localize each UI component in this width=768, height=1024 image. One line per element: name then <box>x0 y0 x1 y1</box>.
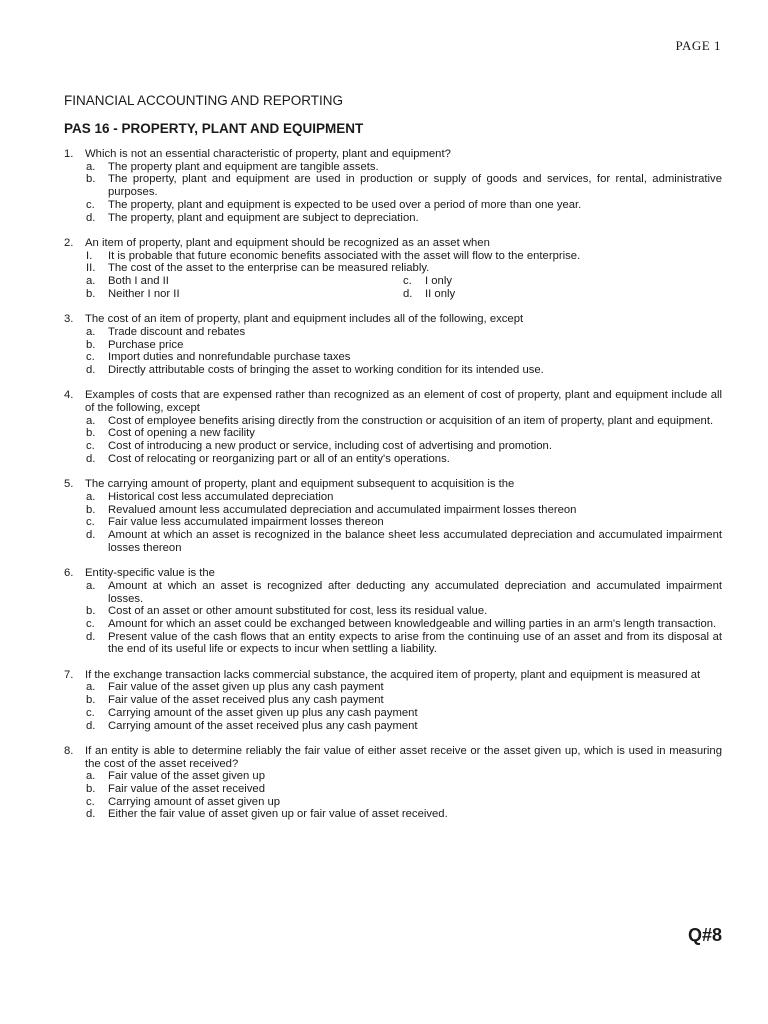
question-item <box>64 389 722 465</box>
question-item <box>64 669 722 733</box>
question-stem: If an entity is able to determine reliably the fair value of either asset receive or the asset given up, which is used in measuring the cost of the asset received? <box>85 744 722 770</box>
answer-option-letter: a. <box>86 160 96 173</box>
answer-option-letter: d. <box>86 452 96 465</box>
answer-option <box>85 440 722 453</box>
answer-option-letter: d. <box>86 808 96 821</box>
answer-option-letter: a. <box>86 579 96 592</box>
answer-option <box>85 504 722 517</box>
statement-text: It is probable that future economic benefits associated with the asset will flow to the enterprise. <box>108 249 581 262</box>
answer-option-text: Cost of employee benefits arising directly from the construction or acquisition of an item of property, plant and equipment. <box>108 414 714 427</box>
answer-option-letter: d. <box>86 719 96 732</box>
answer-option-text: The property, plant and equipment is expected to be used over a period of more than one year. <box>108 198 582 211</box>
answer-option-letter: d. <box>86 630 96 643</box>
answer-option <box>85 618 722 631</box>
answer-option <box>85 783 722 796</box>
answer-options <box>85 275 722 300</box>
answer-option-text: Fair value of the asset received <box>108 783 265 796</box>
question-list <box>64 148 722 834</box>
question-stem: Examples of costs that are expensed rather than recognized as an element of cost of property, plant and equipment include all of the following, except <box>85 389 722 415</box>
answer-option-letter: b. <box>86 338 96 351</box>
question-item <box>64 745 722 821</box>
answer-option-letter: a. <box>86 490 96 503</box>
answer-option-text: Fair value of the asset given up plus any cash payment <box>108 681 384 694</box>
statement <box>85 262 722 275</box>
question-number: 1. <box>64 148 74 160</box>
answer-option-letter: d. <box>86 363 96 376</box>
answer-option <box>85 351 722 364</box>
answer-option-text: Fair value of the asset given up <box>108 770 265 783</box>
answer-option-letter: b. <box>86 503 96 516</box>
answer-option-letter: b. <box>86 694 96 707</box>
answer-option-text: Cost of an asset or other amount substituted for cost, less its residual value. <box>108 605 488 618</box>
answer-option-text: Cost of introducing a new product or service, including cost of advertising and promotion. <box>108 440 552 453</box>
question-stem: Entity-specific value is the <box>85 567 215 580</box>
question-item <box>64 567 722 656</box>
answer-option-text: Either the fair value of asset given up or fair value of asset received. <box>108 808 448 821</box>
question-stem: The carrying amount of property, plant and equipment subsequent to acquisition is the <box>85 478 515 491</box>
answer-option-text: Carrying amount of the asset given up plus any cash payment <box>108 706 418 719</box>
answer-option-text: Historical cost less accumulated depreciation <box>108 490 334 503</box>
answer-option-letter: d. <box>86 529 96 542</box>
question-stem: An item of property, plant and equipment should be recognized as an asset when <box>85 236 490 249</box>
statement <box>85 250 722 263</box>
question-item <box>64 237 722 301</box>
answer-option-letter: b. <box>86 427 96 440</box>
question-stem: The cost of an item of property, plant and equipment includes all of the following, except <box>85 313 524 326</box>
answer-option-letter: c. <box>86 795 95 808</box>
answer-option-text: The property, plant and equipment are subject to depreciation. <box>108 211 419 224</box>
question-number: 8. <box>64 744 74 757</box>
question-number: 7. <box>64 668 74 681</box>
answer-option-text: II only <box>425 287 456 300</box>
answer-option-text: Revalued amount less accumulated depreciation and accumulated impairment losses thereon <box>108 503 577 516</box>
answer-option-text: Amount at which an asset is recognized in the balance sheet less accumulated depreciation and accumulated impairment losses thereon <box>108 529 722 554</box>
answer-option-text: Trade discount and rebates <box>108 325 246 338</box>
answer-option <box>85 681 722 694</box>
answer-option-text: Import duties and nonrefundable purchase taxes <box>108 351 351 364</box>
answer-option <box>85 212 722 225</box>
answer-option-letter: c. <box>86 351 95 364</box>
statement-text: The cost of the asset to the enterprise can be measured reliably. <box>108 262 430 275</box>
answer-option <box>402 288 722 301</box>
answer-option-letter: c. <box>86 516 95 529</box>
answer-option-letter: c. <box>86 617 95 630</box>
answer-option <box>85 796 722 809</box>
page-number: PAGE 1 <box>675 38 721 53</box>
answer-option <box>85 339 722 352</box>
answer-option-letter: c. <box>86 706 95 719</box>
question-number: 5. <box>64 478 74 491</box>
answer-option <box>85 516 722 529</box>
question-stem: Which is not an essential characteristic of property, plant and equipment? <box>85 148 451 160</box>
answer-option <box>85 275 402 288</box>
answer-option-text: Amount at which an asset is recognized after deducting any accumulated depreciation and accumulated impairment losses. <box>108 579 722 605</box>
answer-option-text: Carrying amount of the asset received plus any cash payment <box>108 719 418 732</box>
answer-option <box>85 453 722 466</box>
question-number: 2. <box>64 236 74 249</box>
answer-option-text: Amount for which an asset could be exchanged between knowledgeable and willing parties in an arm's length transaction. <box>108 617 717 630</box>
answer-option <box>85 808 722 821</box>
answer-option-letter: c. <box>86 440 95 453</box>
answer-option <box>85 288 402 301</box>
answer-option-text: Fair value less accumulated impairment losses thereon <box>108 516 384 529</box>
answer-option <box>85 580 722 605</box>
answer-option-letter: a. <box>86 770 96 783</box>
question-stem: If the exchange transaction lacks commercial substance, the acquired item of property, plant and equipment is measured at <box>85 668 701 681</box>
answer-option-text: I only <box>425 275 453 288</box>
course-title: FINANCIAL ACCOUNTING AND REPORTING <box>64 93 344 108</box>
answer-option-letter: d. <box>86 211 96 224</box>
answer-option <box>85 529 722 554</box>
answer-option <box>85 770 722 783</box>
answer-option <box>85 161 722 174</box>
answer-option-text: Directly attributable costs of bringing the asset to working condition for its intended use. <box>108 363 544 376</box>
answer-option-text: Neither I nor II <box>108 287 180 300</box>
question-number: 4. <box>64 389 74 402</box>
answer-option <box>85 631 722 656</box>
topic-title: PAS 16 - PROPERTY, PLANT AND EQUIPMENT <box>64 121 364 136</box>
answer-option-text: Both I and II <box>108 275 169 288</box>
question-item <box>64 148 722 224</box>
answer-option <box>85 173 722 198</box>
answer-option <box>85 694 722 707</box>
answer-option-letter: a. <box>86 325 96 338</box>
answer-option-letter: c. <box>86 198 95 211</box>
statement-letter: II. <box>86 262 96 275</box>
answer-option <box>85 720 722 733</box>
answer-option-letter: c. <box>403 275 412 288</box>
answer-option-letter: a. <box>86 414 96 427</box>
answer-option <box>85 326 722 339</box>
answer-option <box>85 707 722 720</box>
answer-option <box>85 605 722 618</box>
answer-option <box>85 364 722 377</box>
answer-option-letter: b. <box>86 783 96 796</box>
question-number: 3. <box>64 313 74 326</box>
answer-option-letter: a. <box>86 681 96 694</box>
answer-option-text: Cost of relocating or reorganizing part or all of an entity's operations. <box>108 452 450 465</box>
question-number: 6. <box>64 567 74 580</box>
answer-option <box>402 275 722 288</box>
question-tag: Q#8 <box>687 925 722 945</box>
answer-option-letter: b. <box>86 173 96 186</box>
answer-option-letter: a. <box>86 275 96 288</box>
answer-option-text: The property plant and equipment are tangible assets. <box>108 160 379 173</box>
question-item <box>64 313 722 377</box>
answer-option-text: Cost of opening a new facility <box>108 427 255 440</box>
answer-option <box>85 415 722 428</box>
answer-option-text: Present value of the cash flows that an entity expects to arise from the continuing use of an asset and from its disposal at the end of its useful life or expects to incur when settling a liability. <box>108 630 722 656</box>
answer-option <box>85 491 722 504</box>
answer-option-letter: b. <box>86 287 96 300</box>
question-item <box>64 478 722 554</box>
answer-option <box>85 427 722 440</box>
answer-option-text: Purchase price <box>108 338 184 351</box>
answer-option-letter: d. <box>403 287 413 300</box>
answer-option-letter: b. <box>86 605 96 618</box>
statement-letter: I. <box>86 249 93 262</box>
answer-option <box>85 199 722 212</box>
answer-option-text: The property, plant and equipment are used in production or supply of goods and services, for rental, administrative purposes. <box>108 173 722 199</box>
answer-option-text: Fair value of the asset received plus any cash payment <box>108 694 384 707</box>
answer-option-text: Carrying amount of asset given up <box>108 795 281 808</box>
